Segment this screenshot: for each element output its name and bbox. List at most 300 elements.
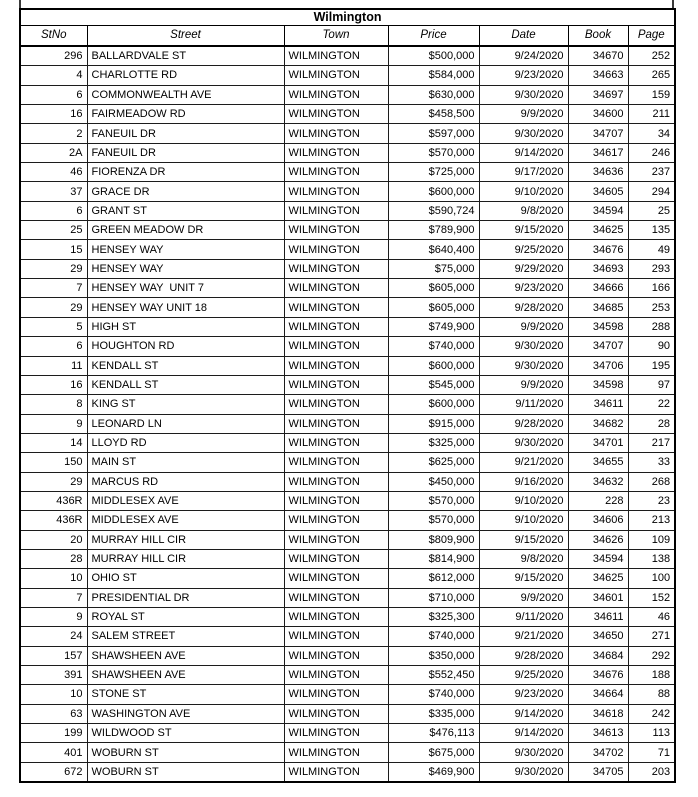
table-row bbox=[20, 453, 675, 472]
cell-date: 9/15/2020 bbox=[479, 221, 568, 240]
cell-town: WILMINGTON bbox=[284, 588, 388, 607]
cell-date: 9/25/2020 bbox=[479, 666, 568, 685]
cell-book: 34617 bbox=[568, 143, 628, 162]
cell-date: 9/30/2020 bbox=[479, 743, 568, 762]
cell-date: 9/15/2020 bbox=[479, 569, 568, 588]
table-row bbox=[20, 182, 675, 201]
cell-street: FIORENZA DR bbox=[87, 163, 284, 182]
table-row bbox=[20, 356, 675, 375]
cell-street: HIGH ST bbox=[87, 317, 284, 336]
cell-price: $740,000 bbox=[388, 685, 479, 704]
cell-book: 34702 bbox=[568, 743, 628, 762]
cell-stno: 436R bbox=[20, 491, 87, 510]
cell-price: $325,000 bbox=[388, 433, 479, 452]
cell-page: 113 bbox=[628, 724, 675, 743]
cell-stno: 391 bbox=[20, 666, 87, 685]
cell-town: WILMINGTON bbox=[284, 124, 388, 143]
cell-town: WILMINGTON bbox=[284, 240, 388, 259]
cell-price: $640,400 bbox=[388, 240, 479, 259]
cell-street: WOBURN ST bbox=[87, 743, 284, 762]
cell-book: 34655 bbox=[568, 453, 628, 472]
cell-book: 34676 bbox=[568, 666, 628, 685]
cell-stno: 150 bbox=[20, 453, 87, 472]
cell-page: 88 bbox=[628, 685, 675, 704]
table-row bbox=[20, 743, 675, 762]
cell-street: GRACE DR bbox=[87, 182, 284, 201]
cell-book: 34598 bbox=[568, 317, 628, 336]
cell-date: 9/17/2020 bbox=[479, 163, 568, 182]
table-row bbox=[20, 105, 675, 124]
cell-town: WILMINGTON bbox=[284, 143, 388, 162]
cell-page: 211 bbox=[628, 105, 675, 124]
cell-price: $597,000 bbox=[388, 124, 479, 143]
cell-stno: 16 bbox=[20, 105, 87, 124]
cell-page: 237 bbox=[628, 163, 675, 182]
cell-page: 71 bbox=[628, 743, 675, 762]
table-row bbox=[20, 433, 675, 452]
cell-page: 252 bbox=[628, 46, 675, 66]
cell-stno: 11 bbox=[20, 356, 87, 375]
cell-price: $500,000 bbox=[388, 46, 479, 66]
cell-page: 23 bbox=[628, 491, 675, 510]
cell-street: HOUGHTON RD bbox=[87, 337, 284, 356]
table-row bbox=[20, 569, 675, 588]
cell-street: KENDALL ST bbox=[87, 375, 284, 394]
cell-date: 9/15/2020 bbox=[479, 530, 568, 549]
cell-stno: 16 bbox=[20, 375, 87, 394]
cell-price: $552,450 bbox=[388, 666, 479, 685]
cell-town: WILMINGTON bbox=[284, 607, 388, 626]
cell-page: 242 bbox=[628, 704, 675, 723]
cell-stno: 20 bbox=[20, 530, 87, 549]
cell-date: 9/29/2020 bbox=[479, 259, 568, 278]
cell-stno: 10 bbox=[20, 685, 87, 704]
cell-date: 9/9/2020 bbox=[479, 317, 568, 336]
cell-street: GRANT ST bbox=[87, 201, 284, 220]
cell-page: 34 bbox=[628, 124, 675, 143]
cell-page: 268 bbox=[628, 472, 675, 491]
table-row bbox=[20, 666, 675, 685]
cell-price: $570,000 bbox=[388, 511, 479, 530]
cell-price: $749,900 bbox=[388, 317, 479, 336]
cell-stno: 199 bbox=[20, 724, 87, 743]
cell-town: WILMINGTON bbox=[284, 201, 388, 220]
cell-price: $458,500 bbox=[388, 105, 479, 124]
table-header-row bbox=[20, 26, 675, 47]
cell-page: 97 bbox=[628, 375, 675, 394]
cell-book: 34650 bbox=[568, 627, 628, 646]
cell-page: 217 bbox=[628, 433, 675, 452]
cell-page: 188 bbox=[628, 666, 675, 685]
cell-date: 9/23/2020 bbox=[479, 66, 568, 85]
cell-price: $590,724 bbox=[388, 201, 479, 220]
cell-price: $469,900 bbox=[388, 762, 479, 782]
cell-price: $450,000 bbox=[388, 472, 479, 491]
table-row bbox=[20, 491, 675, 510]
cell-book: 34600 bbox=[568, 105, 628, 124]
table-row bbox=[20, 221, 675, 240]
cell-town: WILMINGTON bbox=[284, 163, 388, 182]
table-row bbox=[20, 85, 675, 104]
cell-town: WILMINGTON bbox=[284, 627, 388, 646]
cell-page: 246 bbox=[628, 143, 675, 162]
cell-book: 34611 bbox=[568, 395, 628, 414]
table-row bbox=[20, 414, 675, 433]
cell-price: $612,000 bbox=[388, 569, 479, 588]
cell-stno: 10 bbox=[20, 569, 87, 588]
table-row bbox=[20, 646, 675, 665]
cell-date: 9/28/2020 bbox=[479, 414, 568, 433]
cell-price: $325,300 bbox=[388, 607, 479, 626]
cell-page: 49 bbox=[628, 240, 675, 259]
cell-street: FANEUIL DR bbox=[87, 124, 284, 143]
table-title: Wilmington bbox=[20, 9, 675, 26]
cell-stno: 9 bbox=[20, 414, 87, 433]
cell-date: 9/25/2020 bbox=[479, 240, 568, 259]
cell-town: WILMINGTON bbox=[284, 743, 388, 762]
cell-book: 34611 bbox=[568, 607, 628, 626]
cell-town: WILMINGTON bbox=[284, 279, 388, 298]
cell-street: MURRAY HILL CIR bbox=[87, 530, 284, 549]
cell-stno: 46 bbox=[20, 163, 87, 182]
cell-stno: 29 bbox=[20, 259, 87, 278]
table-row bbox=[20, 317, 675, 336]
cell-stno: 6 bbox=[20, 337, 87, 356]
cell-stno: 436R bbox=[20, 511, 87, 530]
cell-page: 253 bbox=[628, 298, 675, 317]
cell-town: WILMINGTON bbox=[284, 453, 388, 472]
cell-page: 203 bbox=[628, 762, 675, 782]
cell-page: 159 bbox=[628, 85, 675, 104]
cell-stno: 6 bbox=[20, 85, 87, 104]
cell-stno: 29 bbox=[20, 472, 87, 491]
cell-price: $809,900 bbox=[388, 530, 479, 549]
cell-town: WILMINGTON bbox=[284, 66, 388, 85]
cell-price: $570,000 bbox=[388, 143, 479, 162]
cell-town: WILMINGTON bbox=[284, 646, 388, 665]
cell-street: SHAWSHEEN AVE bbox=[87, 646, 284, 665]
cell-page: 213 bbox=[628, 511, 675, 530]
cell-book: 34594 bbox=[568, 201, 628, 220]
cell-stno: 7 bbox=[20, 588, 87, 607]
cell-stno: 29 bbox=[20, 298, 87, 317]
cell-page: 22 bbox=[628, 395, 675, 414]
cell-price: $476,113 bbox=[388, 724, 479, 743]
cell-date: 9/30/2020 bbox=[479, 762, 568, 782]
cell-town: WILMINGTON bbox=[284, 569, 388, 588]
cell-town: WILMINGTON bbox=[284, 221, 388, 240]
cell-price: $584,000 bbox=[388, 66, 479, 85]
cell-town: WILMINGTON bbox=[284, 337, 388, 356]
cell-street: HENSEY WAY UNIT 18 bbox=[87, 298, 284, 317]
cell-date: 9/16/2020 bbox=[479, 472, 568, 491]
cell-street: COMMONWEALTH AVE bbox=[87, 85, 284, 104]
column-header-price: Price bbox=[388, 26, 479, 47]
cell-town: WILMINGTON bbox=[284, 472, 388, 491]
cell-page: 152 bbox=[628, 588, 675, 607]
table-row bbox=[20, 143, 675, 162]
cell-price: $350,000 bbox=[388, 646, 479, 665]
table-row bbox=[20, 472, 675, 491]
cell-town: WILMINGTON bbox=[284, 549, 388, 568]
cell-date: 9/14/2020 bbox=[479, 724, 568, 743]
cell-price: $75,000 bbox=[388, 259, 479, 278]
cell-date: 9/14/2020 bbox=[479, 704, 568, 723]
table-row bbox=[20, 298, 675, 317]
cell-street: HENSEY WAY UNIT 7 bbox=[87, 279, 284, 298]
column-header-town: Town bbox=[284, 26, 388, 47]
cell-date: 9/30/2020 bbox=[479, 85, 568, 104]
cell-town: WILMINGTON bbox=[284, 259, 388, 278]
cell-town: WILMINGTON bbox=[284, 666, 388, 685]
table-row bbox=[20, 375, 675, 394]
cell-book: 34670 bbox=[568, 46, 628, 66]
cell-book: 34626 bbox=[568, 530, 628, 549]
table-row bbox=[20, 704, 675, 723]
cell-street: MIDDLESEX AVE bbox=[87, 511, 284, 530]
cell-date: 9/10/2020 bbox=[479, 491, 568, 510]
cell-stno: 6 bbox=[20, 201, 87, 220]
cell-page: 90 bbox=[628, 337, 675, 356]
table-row bbox=[20, 124, 675, 143]
cell-street: OHIO ST bbox=[87, 569, 284, 588]
cell-page: 33 bbox=[628, 453, 675, 472]
cell-date: 9/9/2020 bbox=[479, 588, 568, 607]
cell-stno: 5 bbox=[20, 317, 87, 336]
cell-street: MIDDLESEX AVE bbox=[87, 491, 284, 510]
cell-street: LLOYD RD bbox=[87, 433, 284, 452]
cell-date: 9/9/2020 bbox=[479, 375, 568, 394]
cell-date: 9/30/2020 bbox=[479, 337, 568, 356]
cell-stno: 2A bbox=[20, 143, 87, 162]
cell-street: BALLARDVALE ST bbox=[87, 46, 284, 66]
table-row bbox=[20, 259, 675, 278]
cell-stno: 8 bbox=[20, 395, 87, 414]
cell-page: 109 bbox=[628, 530, 675, 549]
cell-price: $605,000 bbox=[388, 298, 479, 317]
cell-town: WILMINGTON bbox=[284, 182, 388, 201]
cell-book: 34666 bbox=[568, 279, 628, 298]
table-row bbox=[20, 588, 675, 607]
cell-page: 294 bbox=[628, 182, 675, 201]
table-row bbox=[20, 201, 675, 220]
cell-page: 265 bbox=[628, 66, 675, 85]
cell-book: 34706 bbox=[568, 356, 628, 375]
cell-stno: 9 bbox=[20, 607, 87, 626]
cell-street: STONE ST bbox=[87, 685, 284, 704]
cell-book: 34625 bbox=[568, 221, 628, 240]
cell-town: WILMINGTON bbox=[284, 85, 388, 104]
cell-stno: 14 bbox=[20, 433, 87, 452]
cell-street: ROYAL ST bbox=[87, 607, 284, 626]
cell-date: 9/11/2020 bbox=[479, 607, 568, 626]
table-row bbox=[20, 724, 675, 743]
table-row bbox=[20, 530, 675, 549]
cell-price: $545,000 bbox=[388, 375, 479, 394]
cell-price: $814,900 bbox=[388, 549, 479, 568]
cell-street: MURRAY HILL CIR bbox=[87, 549, 284, 568]
cell-street: KENDALL ST bbox=[87, 356, 284, 375]
cell-stno: 401 bbox=[20, 743, 87, 762]
cell-street: WASHINGTON AVE bbox=[87, 704, 284, 723]
cell-page: 166 bbox=[628, 279, 675, 298]
cell-book: 34684 bbox=[568, 646, 628, 665]
cell-book: 228 bbox=[568, 491, 628, 510]
cell-stno: 296 bbox=[20, 46, 87, 66]
cell-page: 271 bbox=[628, 627, 675, 646]
table-row bbox=[20, 395, 675, 414]
table-title-row bbox=[20, 9, 675, 26]
cell-town: WILMINGTON bbox=[284, 105, 388, 124]
cell-street: MAIN ST bbox=[87, 453, 284, 472]
cell-price: $789,900 bbox=[388, 221, 479, 240]
cell-stno: 63 bbox=[20, 704, 87, 723]
cell-stno: 28 bbox=[20, 549, 87, 568]
cell-book: 34693 bbox=[568, 259, 628, 278]
cell-book: 34685 bbox=[568, 298, 628, 317]
cell-street: GREEN MEADOW DR bbox=[87, 221, 284, 240]
cell-book: 34613 bbox=[568, 724, 628, 743]
cell-date: 9/8/2020 bbox=[479, 549, 568, 568]
cell-town: WILMINGTON bbox=[284, 762, 388, 782]
cell-book: 34606 bbox=[568, 511, 628, 530]
cell-town: WILMINGTON bbox=[284, 414, 388, 433]
cell-price: $600,000 bbox=[388, 182, 479, 201]
cell-book: 34701 bbox=[568, 433, 628, 452]
cell-page: 288 bbox=[628, 317, 675, 336]
cell-stno: 2 bbox=[20, 124, 87, 143]
cell-date: 9/24/2020 bbox=[479, 46, 568, 66]
cell-book: 34594 bbox=[568, 549, 628, 568]
cell-town: WILMINGTON bbox=[284, 395, 388, 414]
cell-book: 34707 bbox=[568, 337, 628, 356]
cell-date: 9/21/2020 bbox=[479, 453, 568, 472]
cell-page: 28 bbox=[628, 414, 675, 433]
cell-town: WILMINGTON bbox=[284, 724, 388, 743]
cell-street: WOBURN ST bbox=[87, 762, 284, 782]
table-row bbox=[20, 607, 675, 626]
cell-town: WILMINGTON bbox=[284, 356, 388, 375]
table-row bbox=[20, 549, 675, 568]
cell-page: 292 bbox=[628, 646, 675, 665]
cell-date: 9/28/2020 bbox=[479, 646, 568, 665]
cell-price: $915,000 bbox=[388, 414, 479, 433]
cell-page: 293 bbox=[628, 259, 675, 278]
cell-price: $570,000 bbox=[388, 491, 479, 510]
table-row bbox=[20, 46, 675, 66]
cell-date: 9/28/2020 bbox=[479, 298, 568, 317]
cell-town: WILMINGTON bbox=[284, 491, 388, 510]
table-row bbox=[20, 240, 675, 259]
column-header-date: Date bbox=[479, 26, 568, 47]
cell-book: 34601 bbox=[568, 588, 628, 607]
cell-date: 9/23/2020 bbox=[479, 685, 568, 704]
cell-date: 9/14/2020 bbox=[479, 143, 568, 162]
cell-price: $710,000 bbox=[388, 588, 479, 607]
cell-book: 34707 bbox=[568, 124, 628, 143]
cell-price: $605,000 bbox=[388, 279, 479, 298]
table-row bbox=[20, 685, 675, 704]
cell-town: WILMINGTON bbox=[284, 46, 388, 66]
cell-stno: 15 bbox=[20, 240, 87, 259]
cell-book: 34676 bbox=[568, 240, 628, 259]
cell-town: WILMINGTON bbox=[284, 317, 388, 336]
cell-book: 34636 bbox=[568, 163, 628, 182]
table-row bbox=[20, 163, 675, 182]
cell-price: $625,000 bbox=[388, 453, 479, 472]
column-header-street: Street bbox=[87, 26, 284, 47]
cell-street: LEONARD LN bbox=[87, 414, 284, 433]
cell-street: HENSEY WAY bbox=[87, 240, 284, 259]
cell-price: $600,000 bbox=[388, 356, 479, 375]
cell-price: $600,000 bbox=[388, 395, 479, 414]
cell-date: 9/10/2020 bbox=[479, 182, 568, 201]
cell-page: 135 bbox=[628, 221, 675, 240]
cell-book: 34697 bbox=[568, 85, 628, 104]
cell-date: 9/9/2020 bbox=[479, 105, 568, 124]
cell-date: 9/30/2020 bbox=[479, 356, 568, 375]
cell-town: WILMINGTON bbox=[284, 704, 388, 723]
table-row bbox=[20, 337, 675, 356]
cell-book: 34598 bbox=[568, 375, 628, 394]
cell-date: 9/10/2020 bbox=[479, 511, 568, 530]
cell-date: 9/23/2020 bbox=[479, 279, 568, 298]
cell-date: 9/11/2020 bbox=[479, 395, 568, 414]
cell-price: $740,000 bbox=[388, 337, 479, 356]
cell-street: SHAWSHEEN AVE bbox=[87, 666, 284, 685]
column-header-page: Page bbox=[628, 26, 675, 47]
cell-street: PRESIDENTIAL DR bbox=[87, 588, 284, 607]
cell-stno: 24 bbox=[20, 627, 87, 646]
cell-price: $740,000 bbox=[388, 627, 479, 646]
cell-date: 9/21/2020 bbox=[479, 627, 568, 646]
cell-street: KING ST bbox=[87, 395, 284, 414]
cell-stno: 25 bbox=[20, 221, 87, 240]
cell-page: 100 bbox=[628, 569, 675, 588]
cell-town: WILMINGTON bbox=[284, 530, 388, 549]
cell-date: 9/30/2020 bbox=[479, 433, 568, 452]
cell-price: $725,000 bbox=[388, 163, 479, 182]
table-body bbox=[20, 46, 675, 782]
cell-price: $675,000 bbox=[388, 743, 479, 762]
cell-town: WILMINGTON bbox=[284, 511, 388, 530]
table-row bbox=[20, 511, 675, 530]
cell-book: 34682 bbox=[568, 414, 628, 433]
cell-town: WILMINGTON bbox=[284, 298, 388, 317]
cell-page: 25 bbox=[628, 201, 675, 220]
table-row bbox=[20, 66, 675, 85]
cell-book: 34605 bbox=[568, 182, 628, 201]
cell-date: 9/8/2020 bbox=[479, 201, 568, 220]
cell-price: $335,000 bbox=[388, 704, 479, 723]
cell-street: MARCUS RD bbox=[87, 472, 284, 491]
cell-book: 34664 bbox=[568, 685, 628, 704]
cell-town: WILMINGTON bbox=[284, 433, 388, 452]
cell-stno: 157 bbox=[20, 646, 87, 665]
cell-street: CHARLOTTE RD bbox=[87, 66, 284, 85]
cell-date: 9/30/2020 bbox=[479, 124, 568, 143]
cell-street: WILDWOOD ST bbox=[87, 724, 284, 743]
cell-street: HENSEY WAY bbox=[87, 259, 284, 278]
cell-stno: 7 bbox=[20, 279, 87, 298]
cell-page: 46 bbox=[628, 607, 675, 626]
cell-price: $630,000 bbox=[388, 85, 479, 104]
cell-page: 195 bbox=[628, 356, 675, 375]
cell-book: 34625 bbox=[568, 569, 628, 588]
cell-town: WILMINGTON bbox=[284, 685, 388, 704]
cell-book: 34705 bbox=[568, 762, 628, 782]
table-row bbox=[20, 279, 675, 298]
